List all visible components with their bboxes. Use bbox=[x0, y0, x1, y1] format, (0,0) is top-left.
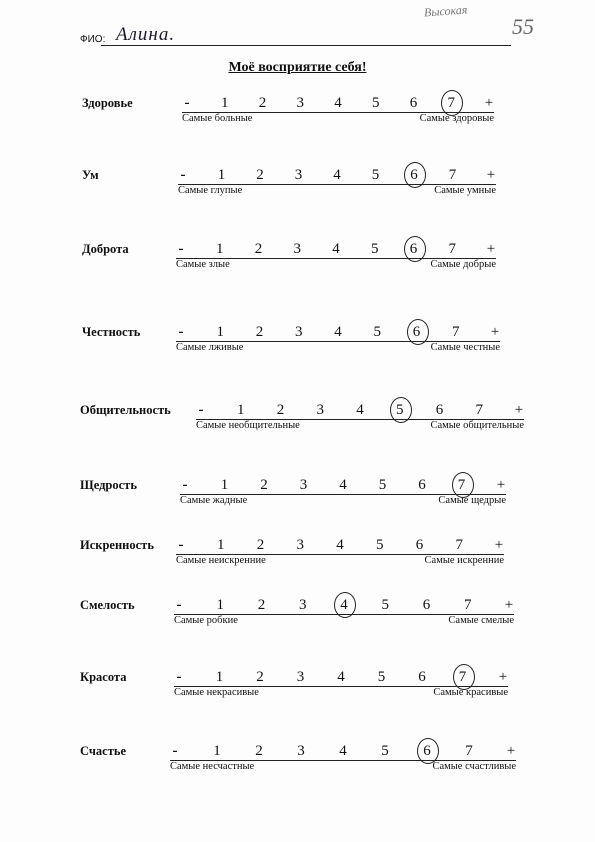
scale-mark: 3 bbox=[293, 241, 301, 257]
scale-mark: 4 bbox=[334, 324, 342, 340]
scale-mark: 4 bbox=[332, 241, 340, 257]
scale-mark: - bbox=[184, 95, 190, 111]
scale-left-label: Самые глупые bbox=[178, 185, 243, 196]
scale-mark: 7 bbox=[458, 669, 467, 685]
trait-label: Ум bbox=[82, 168, 99, 182]
scale-mark: 6 bbox=[422, 597, 431, 613]
scale-mark: 6 bbox=[415, 537, 424, 553]
scale-mark: 5 bbox=[373, 324, 381, 340]
scale-mark: 3 bbox=[299, 597, 307, 613]
scale-right-label: Самые счастливые bbox=[432, 761, 516, 772]
scale-mark: - bbox=[178, 241, 184, 257]
scale-mark: 3 bbox=[296, 537, 304, 553]
scale-mark: + bbox=[494, 537, 504, 553]
scale-mark: 1 bbox=[215, 669, 224, 685]
scale-mark: 7 bbox=[464, 597, 472, 613]
scale-mark: 7 bbox=[447, 95, 455, 111]
scale-mark: + bbox=[504, 597, 514, 613]
scale-mark: 7 bbox=[452, 324, 460, 340]
scale-mark: 5 bbox=[376, 537, 384, 553]
scale-mark: 2 bbox=[260, 477, 268, 493]
scale-right-label: Самые красивые bbox=[433, 687, 508, 698]
scale-mark: + bbox=[514, 402, 524, 418]
scale-mark: 4 bbox=[356, 402, 364, 418]
trait-label: Красота bbox=[80, 670, 127, 684]
trait-label: Искренность bbox=[80, 538, 154, 552]
scale-mark: 7 bbox=[455, 537, 463, 553]
selected-circle bbox=[334, 592, 356, 618]
scale-mark: 4 bbox=[336, 537, 344, 553]
scale-mark: 2 bbox=[256, 669, 264, 685]
scale-mark: 2 bbox=[276, 402, 285, 418]
rating-scale bbox=[178, 168, 496, 184]
scale-mark: 4 bbox=[334, 95, 342, 111]
scale-mark: 5 bbox=[381, 743, 389, 759]
scale-mark: 2 bbox=[255, 324, 264, 340]
trait-label: Честность bbox=[82, 325, 141, 339]
corner-handwritten-note: Высокая bbox=[423, 2, 468, 20]
rating-scale bbox=[176, 538, 504, 554]
scale-mark: 1 bbox=[220, 477, 229, 493]
trait-label: Здоровье bbox=[82, 96, 133, 110]
scale-mark: 1 bbox=[216, 324, 224, 340]
scale-mark: 2 bbox=[256, 167, 264, 183]
scale-mark: 1 bbox=[216, 597, 224, 613]
scale-right-label: Самые общительные bbox=[430, 420, 524, 431]
rating-scale bbox=[176, 325, 500, 341]
scale-mark: 6 bbox=[412, 324, 421, 340]
scale-right-label: Самые добрые bbox=[430, 259, 496, 270]
page-title: Моё восприятие себя! bbox=[228, 60, 367, 75]
trait-label: Смелость bbox=[80, 598, 135, 612]
scale-left-label: Самые больные bbox=[182, 113, 253, 124]
scale-mark: 7 bbox=[475, 402, 483, 418]
scale-mark: - bbox=[182, 477, 188, 493]
scale-mark: 6 bbox=[409, 95, 418, 111]
scale-mark: 1 bbox=[213, 743, 221, 759]
scale-mark: + bbox=[506, 743, 516, 759]
scale-right-label: Самые умные bbox=[434, 185, 496, 196]
trait-label: Доброта bbox=[82, 242, 129, 256]
fio-label: ФИО: bbox=[80, 34, 106, 45]
scale-left-label: Самые робкие bbox=[174, 615, 238, 626]
selected-circle bbox=[404, 162, 426, 188]
scale-mark: 6 bbox=[410, 167, 418, 183]
scale-mark: 5 bbox=[396, 402, 404, 418]
trait-label: Щедрость bbox=[80, 478, 137, 492]
scale-mark: 5 bbox=[372, 95, 380, 111]
scale-mark: + bbox=[484, 95, 494, 111]
scale-mark: 4 bbox=[339, 477, 347, 493]
scale-mark: 2 bbox=[258, 95, 267, 111]
selected-circle bbox=[390, 397, 412, 423]
scale-mark: 3 bbox=[294, 167, 303, 183]
scale-mark: 1 bbox=[237, 402, 245, 418]
scale-mark: 5 bbox=[371, 241, 379, 257]
scale-mark: 7 bbox=[465, 743, 473, 759]
scale-left-label: Самые жадные bbox=[180, 495, 248, 506]
scale-mark: - bbox=[198, 402, 204, 418]
rating-scale bbox=[174, 598, 514, 614]
scale-left-label: Самые необщительные bbox=[196, 420, 300, 431]
rating-scale bbox=[180, 478, 506, 494]
fio-handwritten-name: Алина. bbox=[116, 24, 176, 45]
scale-mark: 4 bbox=[340, 597, 348, 613]
scale-mark: 7 bbox=[448, 241, 456, 257]
scale-mark: 3 bbox=[316, 402, 324, 418]
scale-mark: 2 bbox=[256, 537, 265, 553]
rating-scale bbox=[174, 670, 508, 686]
scale-mark: + bbox=[498, 669, 508, 685]
scale-mark: 7 bbox=[457, 477, 466, 493]
rating-scale bbox=[196, 403, 524, 419]
scale-mark: 7 bbox=[448, 167, 457, 183]
scale-right-label: Самые смелые bbox=[448, 615, 514, 626]
scale-mark: 6 bbox=[435, 402, 444, 418]
scale-mark: 5 bbox=[371, 167, 380, 183]
rating-scale bbox=[182, 96, 494, 112]
scale-mark: 6 bbox=[423, 743, 431, 759]
scale-mark: - bbox=[180, 167, 186, 183]
scale-mark: 3 bbox=[297, 743, 305, 759]
scale-mark: + bbox=[486, 167, 496, 183]
scale-left-label: Самые некрасивые bbox=[174, 687, 259, 698]
scale-mark: - bbox=[176, 597, 182, 613]
scale-left-label: Самые неискренние bbox=[176, 555, 266, 566]
scale-mark: 5 bbox=[381, 597, 389, 613]
rating-scale bbox=[176, 242, 496, 258]
scale-mark: 6 bbox=[409, 241, 418, 257]
trait-label: Счастье bbox=[80, 744, 127, 758]
scale-mark: + bbox=[490, 324, 500, 340]
scale-mark: 4 bbox=[337, 669, 345, 685]
scale-mark: 1 bbox=[217, 537, 225, 553]
scale-mark: + bbox=[486, 241, 496, 257]
scale-mark: - bbox=[178, 324, 184, 340]
scale-mark: 2 bbox=[257, 597, 266, 613]
scale-mark: 3 bbox=[296, 95, 304, 111]
scale-mark: 5 bbox=[377, 669, 386, 685]
scale-left-label: Самые злые bbox=[176, 259, 230, 270]
scale-left-label: Самые несчастные bbox=[170, 761, 255, 772]
selected-circle bbox=[407, 319, 429, 345]
scale-mark: - bbox=[176, 669, 182, 685]
scale-mark: 3 bbox=[299, 477, 308, 493]
scale-right-label: Самые щедрые bbox=[438, 495, 506, 506]
scale-mark: + bbox=[496, 477, 506, 493]
scale-mark: - bbox=[172, 743, 178, 759]
scale-mark: 1 bbox=[221, 95, 229, 111]
rating-scale bbox=[170, 744, 516, 760]
scale-mark: 5 bbox=[378, 477, 387, 493]
scale-mark: 6 bbox=[418, 669, 426, 685]
scale-mark: 3 bbox=[295, 324, 303, 340]
scale-mark: 2 bbox=[254, 241, 263, 257]
scale-mark: 4 bbox=[339, 743, 347, 759]
scale-mark: 1 bbox=[216, 241, 224, 257]
trait-label: Общительность bbox=[80, 403, 171, 417]
scale-mark: 4 bbox=[333, 167, 341, 183]
corner-handwritten-score: 55 bbox=[512, 14, 534, 39]
scale-mark: 2 bbox=[255, 743, 263, 759]
scale-left-label: Самые лживые bbox=[176, 342, 244, 353]
scale-right-label: Самые искренние bbox=[424, 555, 504, 566]
scale-right-label: Самые здоровые bbox=[419, 113, 494, 124]
scale-mark: 1 bbox=[217, 167, 226, 183]
scale-mark: 3 bbox=[296, 669, 305, 685]
scale-mark: - bbox=[178, 537, 184, 553]
scale-right-label: Самые честные bbox=[430, 342, 500, 353]
scale-mark: 6 bbox=[418, 477, 426, 493]
selected-circle bbox=[404, 236, 426, 262]
